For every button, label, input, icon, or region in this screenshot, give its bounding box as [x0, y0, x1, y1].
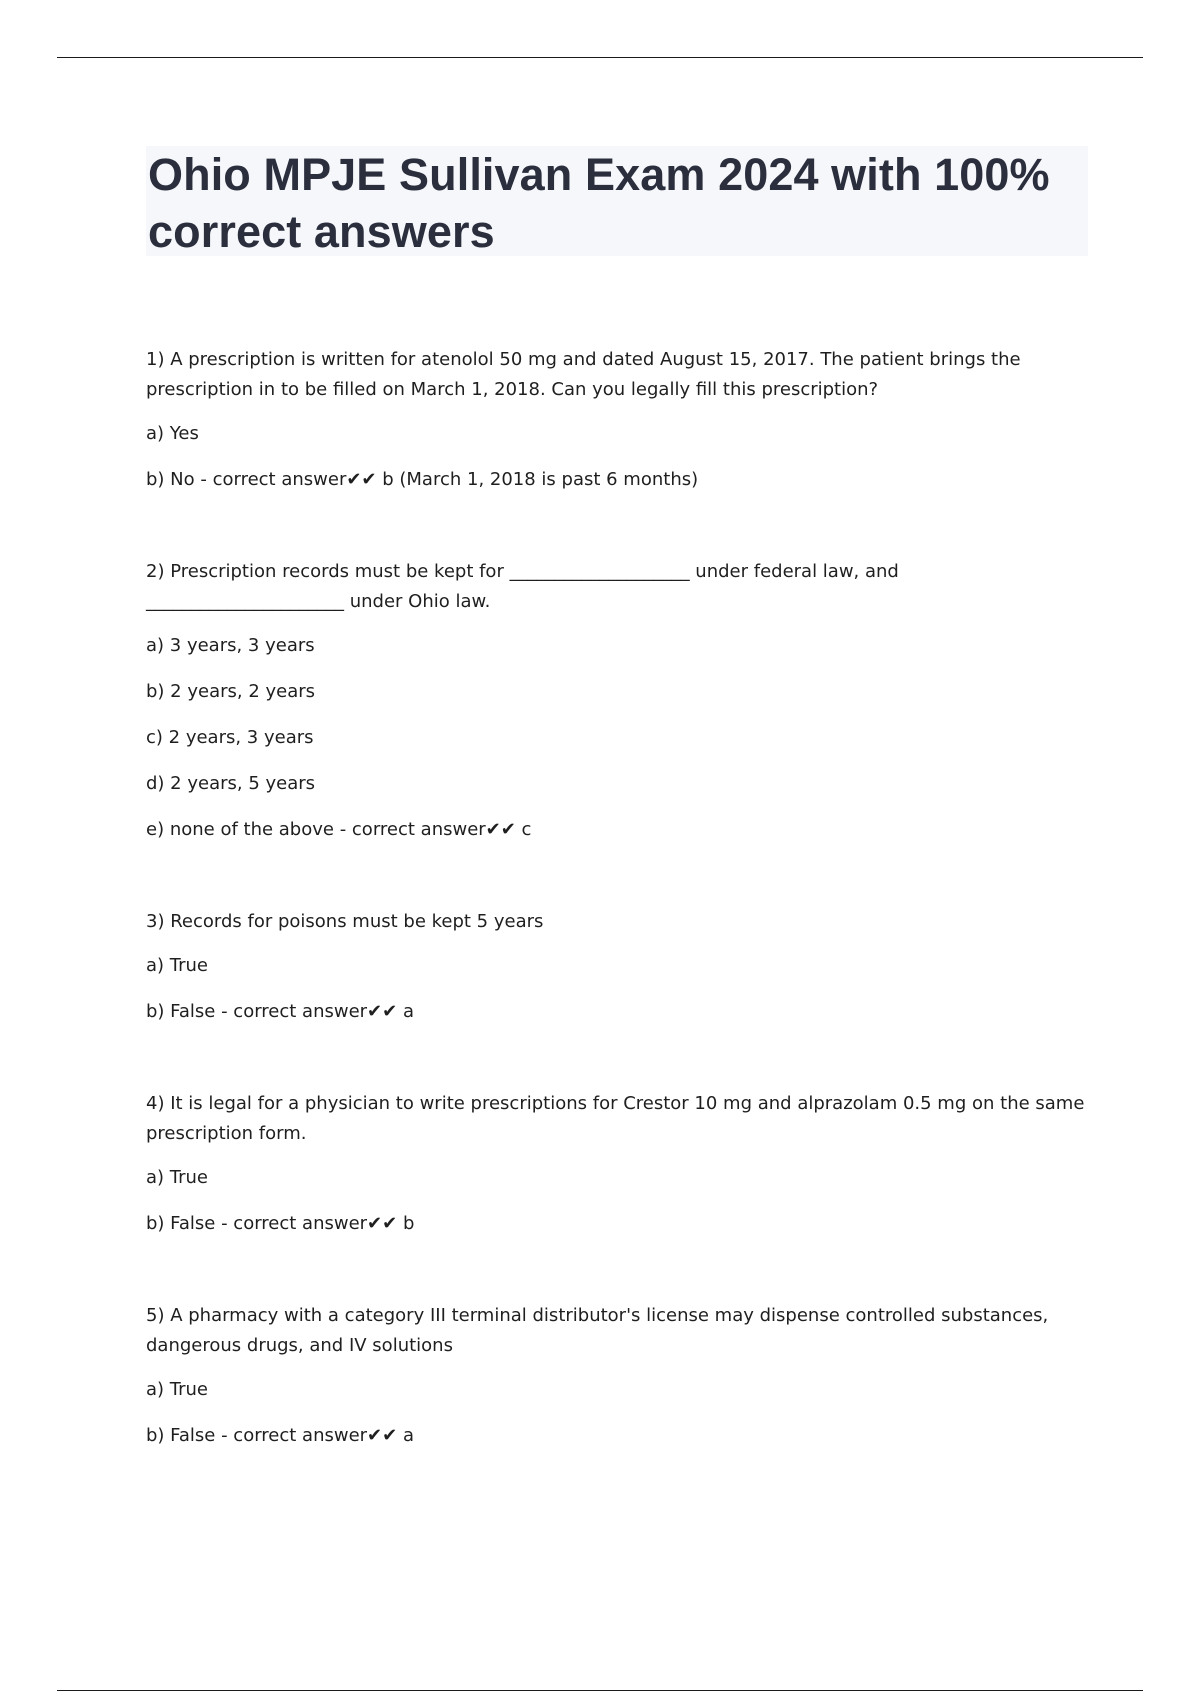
question-list	[146, 345, 1086, 1513]
question-1-option-a: a) Yes	[146, 423, 199, 444]
question-3-option-a: a) True	[146, 955, 209, 976]
question-2-option-e: e) none of the above - correct answer✔✔ c	[146, 819, 532, 840]
question-2-option-a: a) 3 years, 3 years	[146, 635, 315, 656]
question-4-option-a: a) True	[146, 1167, 209, 1188]
header-rule	[57, 57, 1143, 58]
question-4	[146, 1089, 1086, 1239]
question-3-text: 3) Records for poisons must be kept 5 years	[146, 911, 544, 932]
title-banner	[146, 146, 1088, 256]
question-5-option-b: b) False - correct answer✔✔ a	[146, 1425, 414, 1446]
question-2-option-c: c) 2 years, 3 years	[146, 727, 314, 748]
question-5	[146, 1301, 1086, 1451]
question-1	[146, 345, 1086, 495]
question-2-text: 2) Prescription records must be kept for ____________________ under federal law, and ______________________ under Ohio law.	[146, 561, 899, 612]
question-3	[146, 907, 1086, 1027]
question-2-option-d: d) 2 years, 5 years	[146, 773, 316, 794]
question-5-text: 5) A pharmacy with a category III terminal distributor's license may dispense controlled substances, dangerous drugs, and IV solutions	[146, 1305, 1049, 1356]
question-3-option-b: b) False - correct answer✔✔ a	[146, 1001, 414, 1022]
question-1-option-b: b) No - correct answer✔✔ b (March 1, 2018 is past 6 months)	[146, 469, 699, 490]
question-4-option-b: b) False - correct answer✔✔ b	[146, 1213, 415, 1234]
question-2	[146, 557, 1086, 845]
question-4-text: 4) It is legal for a physician to write prescriptions for Crestor 10 mg and alprazolam 0.5 mg on the same prescription form.	[146, 1093, 1085, 1144]
question-1-text: 1) A prescription is written for atenolol 50 mg and dated August 15, 2017. The patient brings the prescription in to be filled on March 1, 2018. Can you legally fill this prescription?	[146, 349, 1021, 400]
document-title: Ohio MPJE Sullivan Exam 2024 with 100% correct answers	[148, 149, 1050, 257]
question-5-option-a: a) True	[146, 1379, 209, 1400]
question-2-option-b: b) 2 years, 2 years	[146, 681, 316, 702]
footer-rule	[57, 1690, 1143, 1691]
